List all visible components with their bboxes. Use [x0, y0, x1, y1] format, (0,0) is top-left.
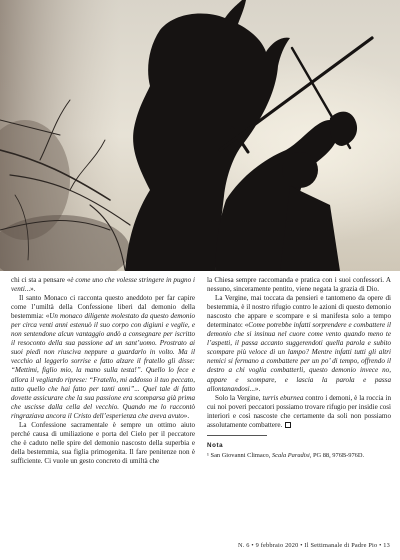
right-paragraph: La Vergine, mai toccata da pensieri e tantomeno da opere di bestemmia, è il nostro rifugio contro le azioni di questo demonio nascosto che appare e scompare e si manifesta solo a tempo determinato: «Come potrebbe infatti sorprendere e combattere il demonio che si insinua nel cuore come vento quando meno te l’aspetti, il passa accanto suggerendoti quella parola e subito scompare più veloce di un lampo? Mentre infatti tutti gli altri nemici si fermano a combattere per un po’ di tempo, offrendo il destro a chi voglia combatterli, questo demonio invece no, appare e scompare, e lascia la parola e passa allontanandosi...».	[207, 294, 391, 393]
note-divider	[207, 435, 267, 436]
column-left	[11, 276, 195, 526]
statue-photo	[0, 0, 400, 271]
left-paragraph: chi ci sta a pensare «è come uno che volesse stringere in pugno i venti...».	[11, 276, 195, 294]
right-paragraph: Solo la Vergine, turris eburnea contro i demoni, è la roccia in cui noi poveri peccatori possiamo trovare rifugio per insidie così interiori e così nascoste che certamente da soli non possiamo assolutamente combattere.	[207, 393, 391, 429]
note-title: Nota	[207, 441, 224, 449]
page-footer: N. 6 • 9 febbraio 2020 • Il Settimanale di Padre Pio • 13	[238, 542, 390, 549]
left-paragraph: Il santo Monaco ci racconta questo aneddoto per far capire come l’umiltà della Confessione liberi dal demonio della bestemmia: «Un monaco diligente molestato da questo demonio per circa venti anni estenuò il suo corpo con digiuni e veglie, e non sentendone alcun vantaggio andò a consegnare per iscritto il resoconto della sua passione ad un sant’uomo. Prostrato ai suoi piedi non riusciva neppure a guardarlo in volto. Ma il vecchio al leggerlo sorrise e fatto alzare il fratello gli disse: “Mettimi, figlio mio, la mano sulla testa!”. Quello lo fece e allora il vegliardo riprese: “Fratello, mi addosso il tuo peccato, tutto quello che hai fatto per tanti anni”... Quel tale di fatto dovette assicurare che la sua passione era scomparsa già prima che uscisse dalla cella del vecchio. Quando me lo raccontò ringraziava ancora il Cristo dell’esperienza che aveva avuto».	[11, 294, 195, 420]
column-right	[207, 276, 391, 526]
article-body	[11, 276, 391, 526]
right-paragraph: la Chiesa sempre raccomanda e pratica con i suoi confessori. A nessuno, sinceramente pentito, viene negata la grazia di Dio.	[207, 276, 391, 294]
end-square-icon	[285, 422, 291, 428]
note-text: ¹ San Giovanni Climaco, Scala Paradisi, PG 88, 976B-976D.	[207, 451, 365, 459]
left-paragraph: La Confessione sacramentale è sempre un ottimo aiuto perché causa di umiliazione e porta del Cielo per il peccatore che è caduto nelle spire del demonio nascosto della superbia e della bestemmia, sua figlia primogenita. Il fare penitenze non è sufficiente. Ci vuole un gesto concreto di umiltà che	[11, 420, 195, 465]
